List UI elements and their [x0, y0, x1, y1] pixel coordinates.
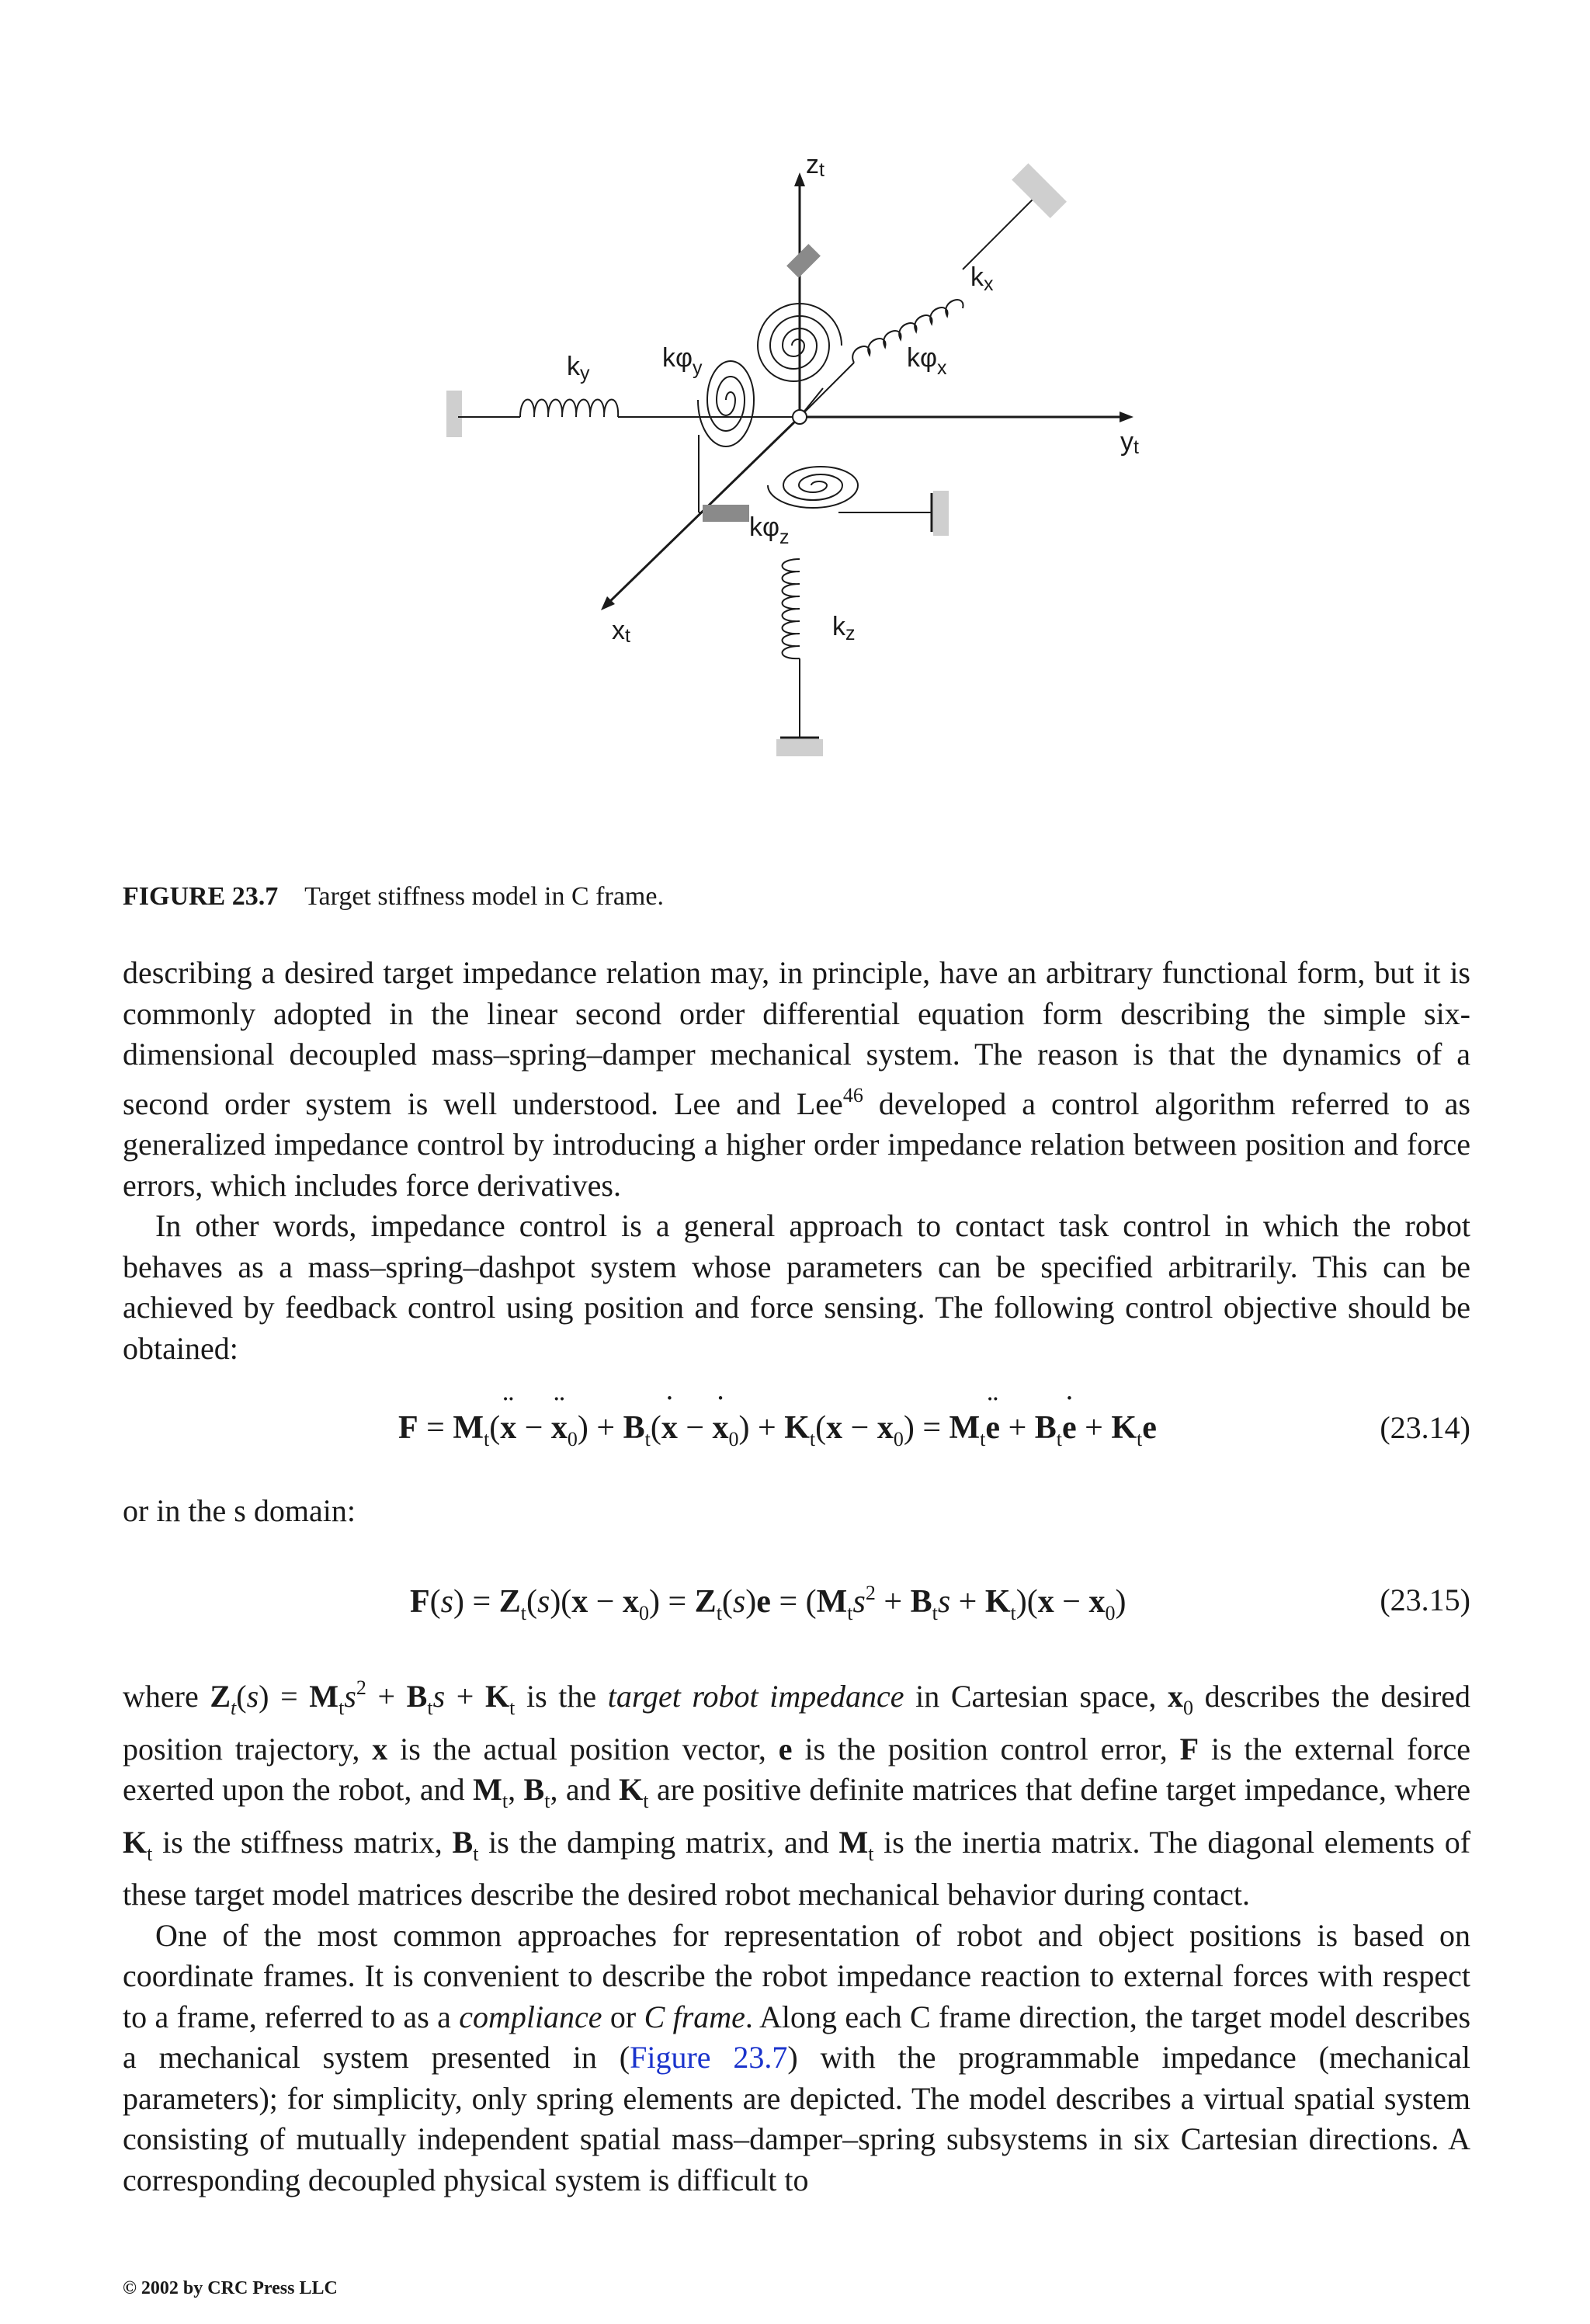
kphiy-mount — [703, 505, 749, 522]
or-in-s-domain: or in the s domain: — [123, 1493, 356, 1528]
z-axis-arrow — [794, 172, 805, 186]
kx-rod — [800, 363, 854, 417]
label-yt: yt — [1120, 427, 1139, 458]
kx-wall — [1012, 163, 1067, 218]
paragraph-3: where $Z_t(s) = M_ts^2 + B_ts + K_t$ is the target robot impedance in Cartesian space, $x_0$ describes the desired position trajectory, x is the actual position vector, e is the position control error, F is the external force exerted upon the robot, and $M_t$, $B_t$, and $K_t$ are positive definite matrices that define target impedance, where $K_t$ is the stiffness matrix, $B_t$ is the damping matrix, and $M_t$ is the inertia matrix. The diagonal elements of these target model matrices describe the desired robot mechanical behavior during contact. — [123, 1676, 1471, 1912]
label-kphiy: $k\varphi_y$ — [662, 343, 703, 379]
kz-spring — [783, 559, 800, 658]
kphix-mount — [786, 244, 821, 278]
label-kz: kz — [832, 612, 856, 644]
label-kphiz: $k\varphi_z$ — [749, 512, 790, 548]
label-zt: zt — [806, 150, 825, 181]
y-axis-arrow — [1120, 412, 1133, 422]
caption-text: Target stiffness model in C frame. — [304, 882, 664, 911]
kx-rod-outer — [963, 192, 1040, 269]
label-kx: kx — [970, 262, 994, 295]
kphiy-spiral — [698, 361, 754, 446]
label-kphix: $k\varphi_x$ — [907, 343, 947, 379]
figure-target-stiffness-model — [435, 140, 1139, 776]
body-text-bottom — [123, 1668, 1470, 2201]
equation-23-14 — [123, 1409, 1470, 1456]
figure-caption — [123, 882, 664, 912]
kz-wall — [776, 739, 823, 756]
body-text-top — [123, 953, 1470, 1369]
ky-spring — [520, 400, 618, 418]
equation-23-15-expression: $F(s) = Z_t(s)(x - x_0) = Z_t(s)e = (M_ts^2 + B_ts + K_t)(x - x_0)$ — [410, 1582, 1127, 1624]
equation-23-15 — [123, 1582, 1470, 1628]
copyright-footer: © 2002 by CRC Press LLC — [123, 2278, 338, 2298]
figure-23-7-link[interactable]: Figure 23.7 — [630, 2040, 788, 2075]
equation-23-14-expression: $F = M_t(x$ ¨ − x $¨_0) + B_t(x$ ˙ − x $˙_0) + K_t(x - x_0) = M_te$ ¨ + $B_te$ ˙ + $K_te$ — [398, 1409, 1157, 1451]
equation-23-14-number: (23.14) — [1380, 1410, 1470, 1445]
ky-wall — [446, 391, 462, 437]
paragraph-2: In other words, impedance control is a general approach to contact task control in which the robot behaves as a mass–spring–dashpot system whose parameters can be specified arbitrarily. This can be achieved by feedback control using position and force sensing. The following control objective should be obtained: — [123, 1208, 1470, 1366]
label-xt: xt — [612, 616, 630, 647]
label-ky: ky — [567, 352, 590, 384]
paragraph-4: One of the most common approaches for representation of robot and object positions is based on coordinate frames. It is convenient to describe the robot impedance reaction to external forces with respect to a frame, referred to as a compliance or C frame. Along each C frame direction, the target model describes a mechanical system presented in (Figure 23.7) with the programmable impedance (mechanical parameters); for simplicity, only spring elements are depicted. The model describes a virtual spatial system consisting of mutually independent spatial mass–damper–spring subsystems in six Cartesian directions. A corresponding decoupled physical system is difficult to — [123, 1917, 1471, 2197]
stiffness-diagram — [435, 140, 1139, 776]
kphiz-spiral — [768, 467, 858, 508]
caption-number: FIGURE 23.7 — [123, 882, 279, 911]
origin-node — [793, 410, 807, 424]
equation-23-15-number: (23.15) — [1380, 1582, 1470, 1617]
kphiz-wall — [933, 491, 949, 536]
paragraph-1: describing a desired target impedance relation may, in principle, have an arbitrary functional form, but it is commonly adopted in the linear second order differential equation form describing the simple six-dimensional decoupled mass–spring–damper mechanical system. The reason is that the dynamics of a second order system is well understood. Lee and Lee$^{46}$ developed a control algorithm referred to as generalized impedance control by introducing a higher order impedance relation between position and force errors, which includes force derivatives. — [123, 955, 1470, 1203]
reference-46: 46 — [842, 1083, 863, 1106]
